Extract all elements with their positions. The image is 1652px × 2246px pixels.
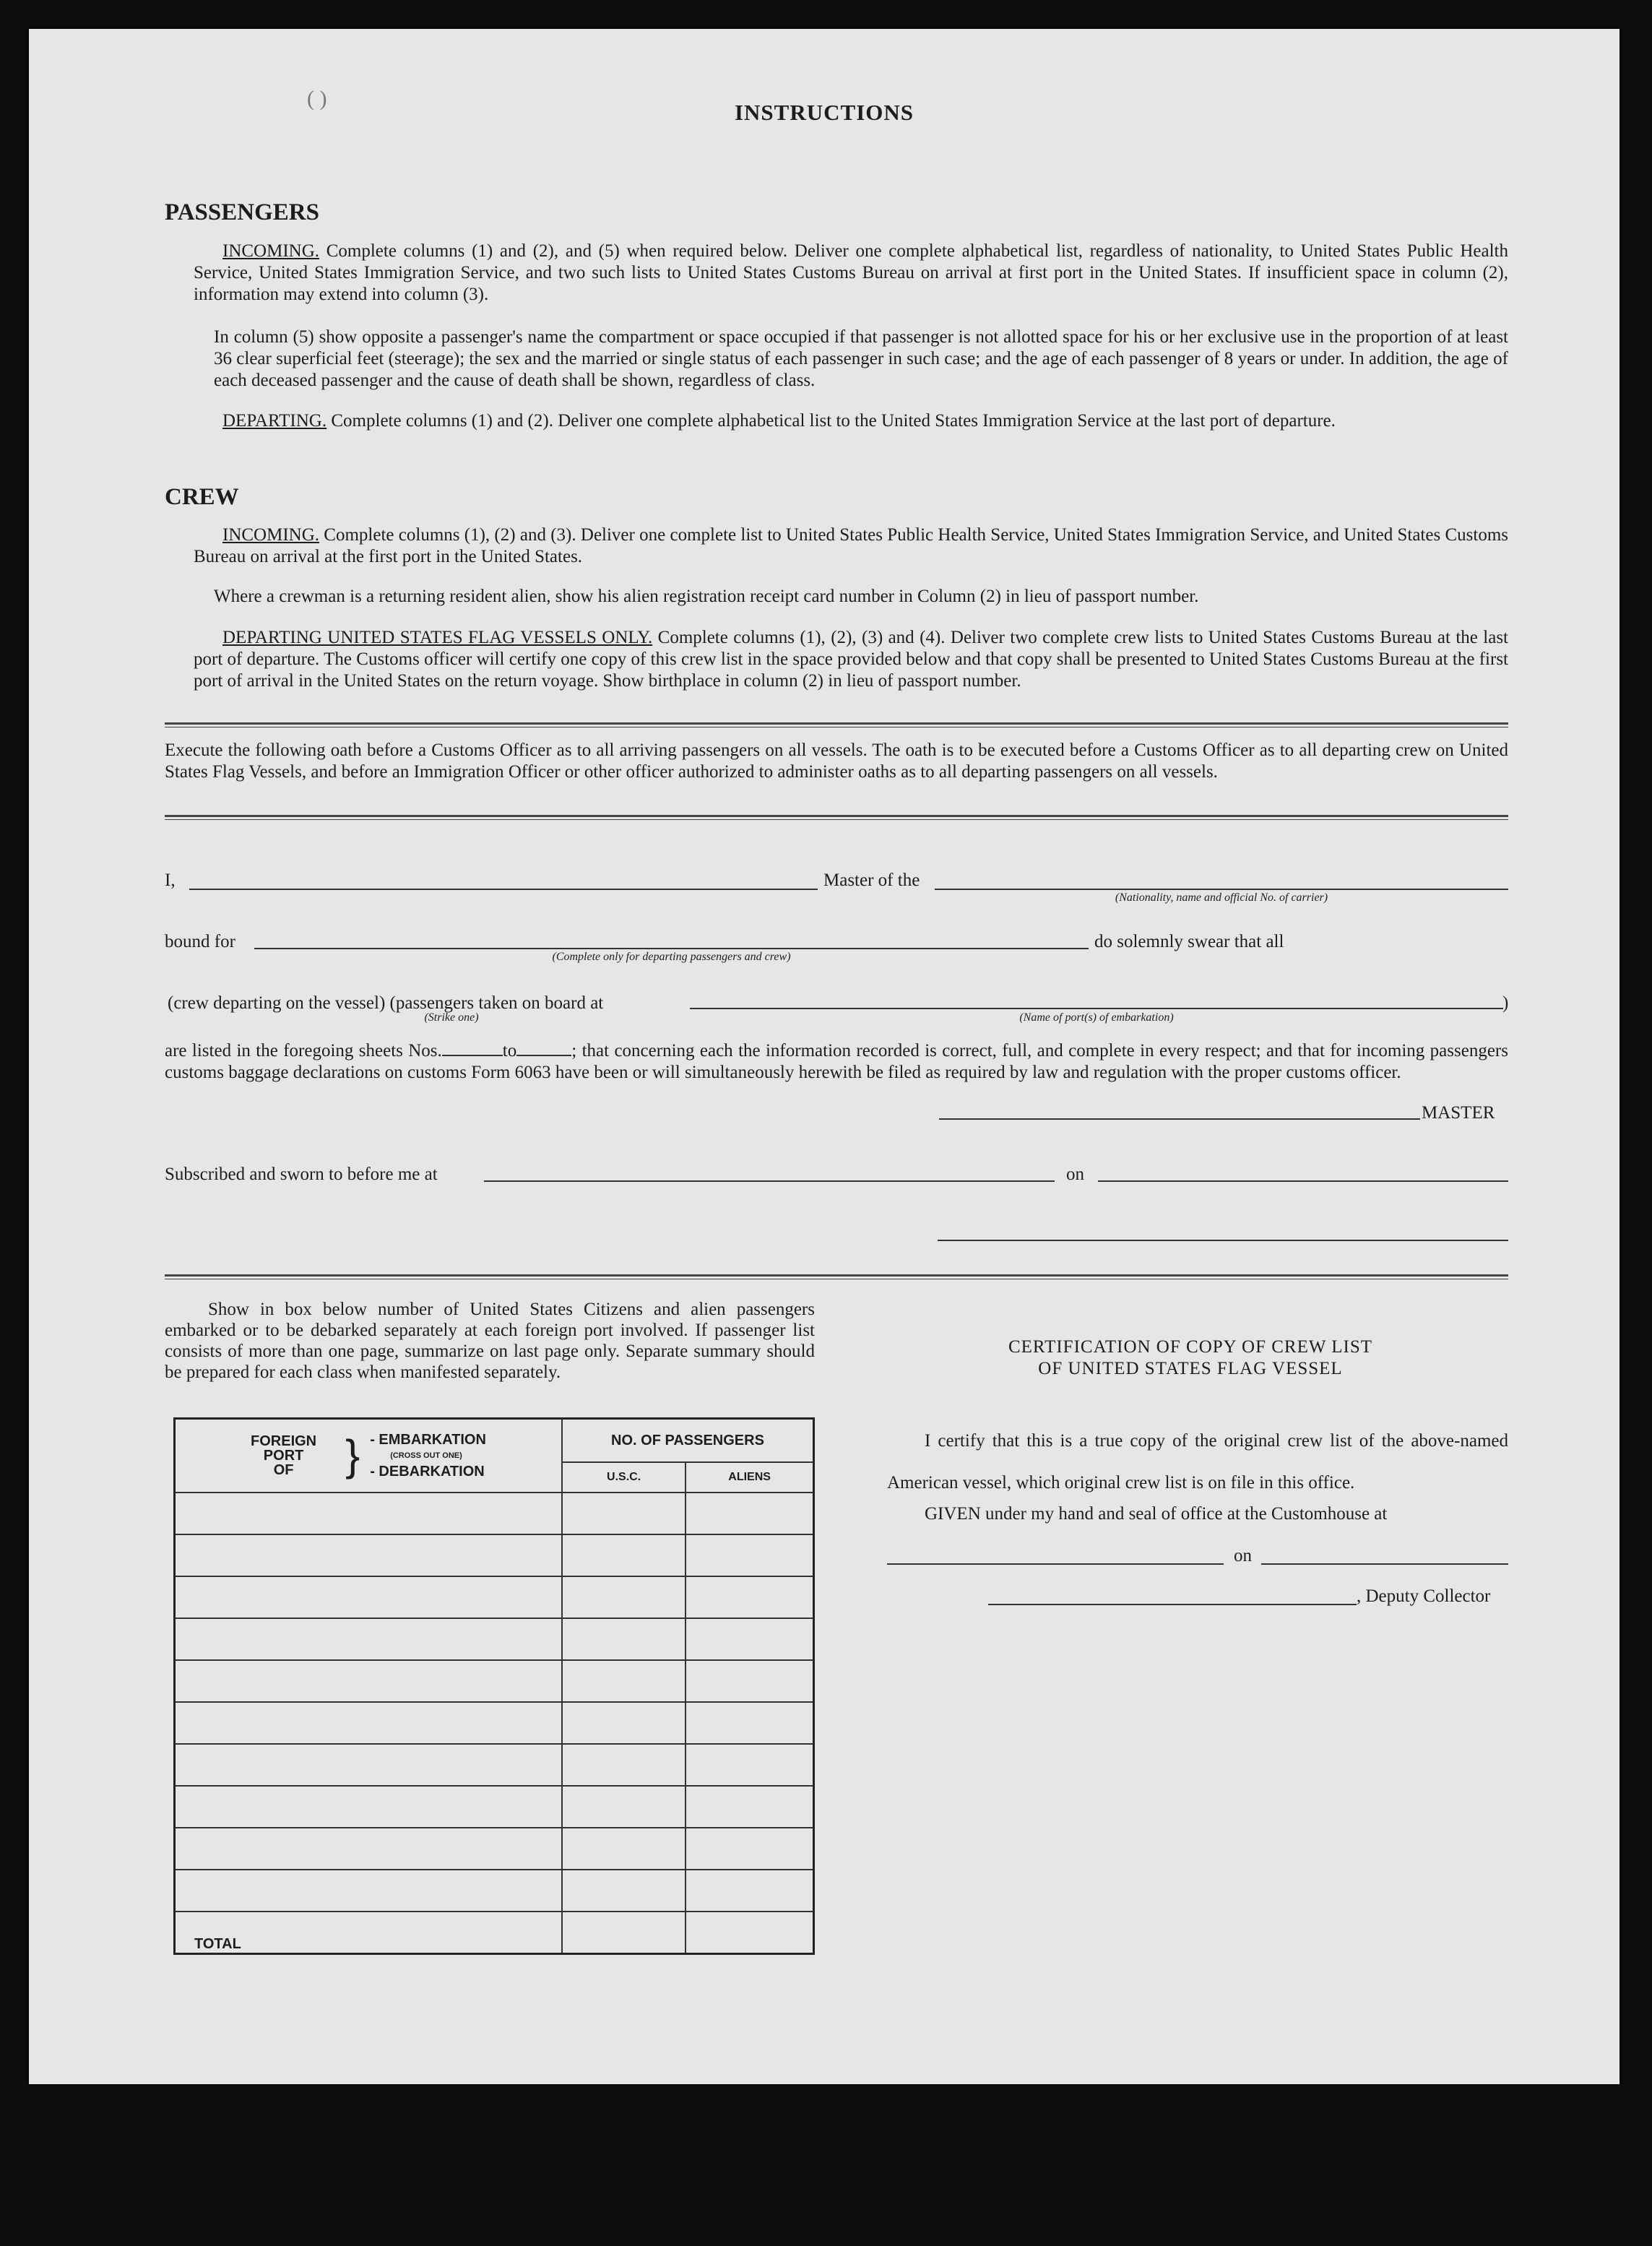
brace: } [345, 1431, 360, 1480]
usc-cell[interactable] [562, 1702, 686, 1744]
deputy-collector-label: , Deputy Collector [1357, 1586, 1491, 1606]
bound-for-field[interactable] [254, 948, 1089, 949]
total-usc-cell[interactable] [562, 1912, 686, 1954]
table-row [175, 1493, 814, 1534]
table-row [175, 1702, 814, 1744]
master-signature-field[interactable] [939, 1118, 1420, 1120]
certification-title-line1: CERTIFICATION OF COPY OF CREW LIST [1008, 1337, 1373, 1357]
certification-on-label: on [1234, 1546, 1252, 1565]
foreign-port-of: FOREIGN PORT OF [251, 1433, 317, 1478]
aliens-cell[interactable] [686, 1660, 813, 1702]
passengers-column5-paragraph: In column (5) show opposite a passenger's name the compartment or space occupied if that passenger is not allotted space for his or her exclusive use in the proportion of at least 36 clear superficial feet (steerage); the sex and the married or single status of each passenger in such case; and the age of each passenger of 8 years or under. In addition, the age of each deceased passenger and the cause of death shall be shown, regardless of class. [214, 327, 1508, 390]
passengers-incoming-label: INCOMING. [222, 241, 320, 261]
given-text: GIVEN under my hand and seal of office at the Customhouse at [925, 1504, 1388, 1524]
certify-paragraph: I certify that this is a true copy of the original crew list of the above-named American vessel, which original crew list is on file in this office. [887, 1431, 1508, 1493]
embark-debark: - EMBARKATION (CROSS OUT ONE) - DEBARKATION [370, 1432, 486, 1480]
port-cell[interactable] [175, 1744, 562, 1786]
aliens-cell[interactable] [686, 1576, 813, 1618]
table-row [175, 1828, 814, 1870]
deputy-collector-signature-field[interactable] [988, 1604, 1357, 1605]
aliens-cell[interactable] [686, 1870, 813, 1912]
aliens-cell[interactable] [686, 1534, 813, 1576]
form-page [29, 29, 1619, 2084]
crew-resident-paragraph: Where a crewman is a returning resident alien, show his alien registration receipt card number in Column (2) in lieu of passport number. [214, 587, 1199, 606]
crew-departing-label: DEPARTING UNITED STATES FLAG VESSELS ONLY. [222, 628, 653, 647]
table-row [175, 1870, 814, 1912]
port-cell[interactable] [175, 1870, 562, 1912]
close-paren: ) [1502, 993, 1509, 1013]
officer-signature-field[interactable] [938, 1240, 1508, 1241]
bound-for-label: bound for [165, 932, 235, 951]
passengers-departing-label: DEPARTING. [222, 411, 327, 431]
sworn-on-label: on [1066, 1165, 1084, 1184]
listed-text-b: ; that concerning each the information recorded is correct, full, and complete in every respect; and that for incoming passengers customs baggage declarations on customs Form 6063 have been or will simultaneously herewith be filed as required by law and regulation with the proper customs officer. [165, 1041, 1508, 1082]
oath-i-label: I, [165, 871, 176, 890]
sheet-to-field[interactable] [516, 1039, 571, 1056]
divider [165, 815, 1508, 820]
usc-cell[interactable] [562, 1493, 686, 1534]
aliens-cell[interactable] [686, 1744, 813, 1786]
master-label: MASTER [1422, 1103, 1495, 1123]
listed-text-a: are listed in the foregoing sheets Nos. [165, 1041, 442, 1061]
sworn-place-field[interactable] [484, 1180, 1055, 1182]
port-cell[interactable] [175, 1702, 562, 1744]
strike-caption: (Strike one) [424, 1011, 479, 1024]
usc-header: U.S.C. [562, 1462, 686, 1493]
summary-instructions: Show in box below number of United States Citizens and alien passengers embarked or to be debarked separately at each foreign port involved. If passenger list consists of more than one page, summarize on last page only. Separate summary should be prepared for each class when manifested separately. [165, 1300, 815, 1382]
usc-cell[interactable] [562, 1534, 686, 1576]
master-name-field[interactable] [189, 889, 818, 890]
usc-cell[interactable] [562, 1786, 686, 1828]
crew-departing-label: (crew departing on the vessel) (passengers taken on board at [168, 993, 604, 1013]
oath-instructions: Execute the following oath before a Customs Officer as to all arriving passengers on all vessels. The oath is to be executed before a Customs Officer as to all departing crew on United States Flag Vessels, and before an Immigration Officer or other officer authorized to administer oaths as to all departing passengers on all vessels. [165, 740, 1508, 782]
passengers-departing-text: Complete columns (1) and (2). Deliver one complete alphabetical list to the United States Immigration Service at the last port of departure. [326, 411, 1336, 431]
passenger-summary-table [173, 1417, 815, 1955]
divider [165, 1274, 1508, 1279]
passengers-departing-paragraph [194, 410, 1508, 432]
total-aliens-cell[interactable] [686, 1912, 813, 1954]
table-row [175, 1576, 814, 1618]
passengers-incoming-paragraph [194, 241, 1508, 306]
port-cell[interactable] [175, 1534, 562, 1576]
table-row [175, 1534, 814, 1576]
aliens-cell[interactable] [686, 1702, 813, 1744]
certification-title-line2: OF UNITED STATES FLAG VESSEL [1038, 1359, 1343, 1378]
port-cell[interactable] [175, 1828, 562, 1870]
embarkation-caption: (Name of port(s) of embarkation) [1019, 1011, 1174, 1024]
divider [165, 722, 1508, 727]
sheet-from-field[interactable] [442, 1039, 503, 1056]
usc-cell[interactable] [562, 1828, 686, 1870]
crew-incoming-paragraph [194, 524, 1508, 568]
total-row [175, 1912, 814, 1954]
port-cell[interactable] [175, 1660, 562, 1702]
port-cell[interactable] [175, 1618, 562, 1660]
table-row [175, 1786, 814, 1828]
swear-label: do solemnly swear that all [1094, 932, 1284, 951]
usc-cell[interactable] [562, 1660, 686, 1702]
no-of-passengers-header: NO. OF PASSENGERS [562, 1419, 814, 1463]
page-title: INSTRUCTIONS [734, 100, 914, 125]
sworn-date-field[interactable] [1098, 1180, 1508, 1182]
usc-cell[interactable] [562, 1870, 686, 1912]
aliens-header: ALIENS [686, 1462, 813, 1493]
aliens-cell[interactable] [686, 1618, 813, 1660]
embarkation-port-field[interactable] [690, 1008, 1503, 1009]
listed-to: to [502, 1041, 517, 1061]
crew-incoming-label: INCOMING. [222, 525, 320, 545]
carrier-field[interactable] [935, 889, 1508, 890]
listed-paragraph [165, 1039, 1508, 1084]
port-cell[interactable] [175, 1493, 562, 1534]
customhouse-field[interactable] [887, 1563, 1224, 1565]
aliens-cell[interactable] [686, 1786, 813, 1828]
passengers-heading: PASSENGERS [165, 199, 319, 225]
carrier-caption: (Nationality, name and official No. of carrier) [1115, 891, 1328, 904]
corner-mark: ( ) [307, 87, 327, 111]
usc-cell[interactable] [562, 1618, 686, 1660]
port-header [175, 1419, 562, 1493]
bound-for-caption: (Complete only for departing passengers and crew) [552, 951, 791, 963]
certification-title [873, 1336, 1508, 1380]
table-row [175, 1660, 814, 1702]
total-label: TOTAL [175, 1912, 562, 1954]
usc-cell[interactable] [562, 1576, 686, 1618]
crew-incoming-text: Complete columns (1), (2) and (3). Deliver one complete list to United States Public Health Service, United States Immigration Service, and United States Customs Bureau on arrival at the first port in the United States. [194, 525, 1508, 566]
crew-departing-paragraph [194, 627, 1508, 692]
aliens-cell[interactable] [686, 1493, 813, 1534]
crew-departing-text: Complete columns (1), (2), (3) and (4). Deliver two complete crew lists to United States Customs Bureau at the last port of departure. The Customs officer will certify one copy of this crew list in the space provided below and that copy shall be presented to United States Customs Bureau at the first port of arrival in the United States on the return voyage. Show birthplace in column (2) in lieu of passport number. [194, 628, 1508, 691]
passengers-incoming-text: Complete columns (1) and (2), and (5) when required below. Deliver one complete alphabetical list, regardless of nationality, to United States Public Health Service, United States Immigration Service, and two such lists to United States Customs Bureau on arrival at first port in the United States. If insufficient space in column (2), information may extend into column (3). [194, 241, 1508, 304]
port-cell[interactable] [175, 1576, 562, 1618]
master-of-the-label: Master of the [823, 871, 920, 890]
table-row [175, 1744, 814, 1786]
usc-cell[interactable] [562, 1744, 686, 1786]
crew-heading: CREW [165, 484, 239, 510]
subscribed-label: Subscribed and sworn to before me at [165, 1165, 438, 1184]
port-cell[interactable] [175, 1786, 562, 1828]
certification-date-field[interactable] [1261, 1563, 1508, 1565]
table-row [175, 1618, 814, 1660]
aliens-cell[interactable] [686, 1828, 813, 1870]
